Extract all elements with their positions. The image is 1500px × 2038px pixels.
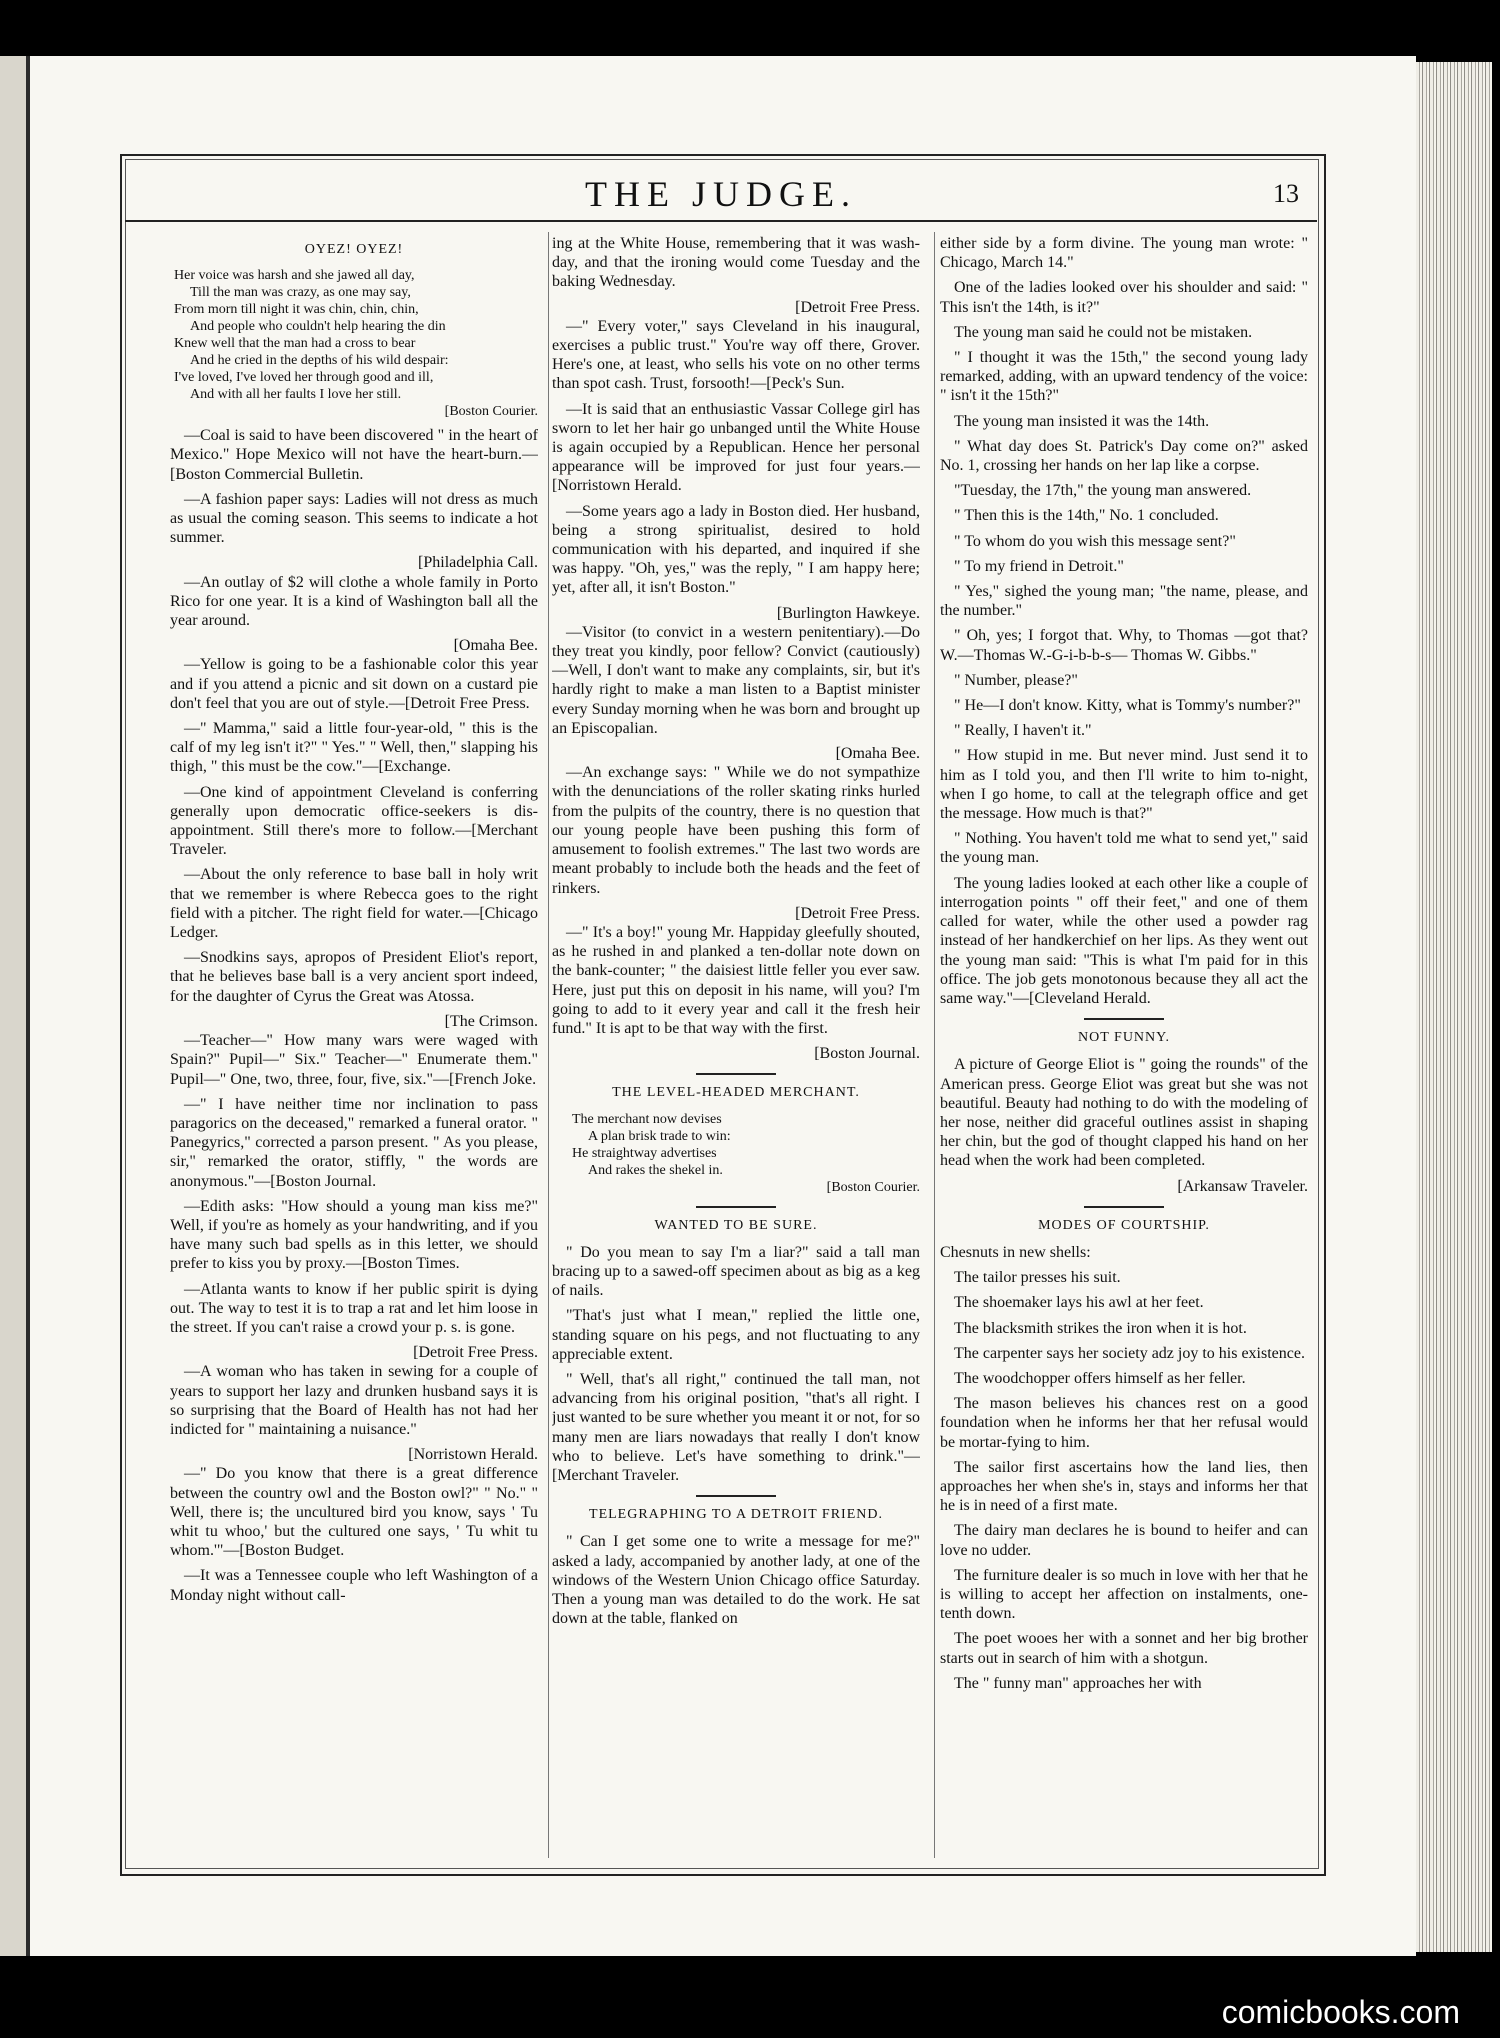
paragraph: —" Every voter," says Cleveland in his inaugural, exercises a public trust." You're way off there, Grover. Here's one, at least, who sells his vote on no other terms than spot cash. Trust, forsooth!—[Peck's Sun. <box>552 317 920 393</box>
paragraph: The young man said he could not be mistaken. <box>954 323 1253 341</box>
poem-line: And people who couldn't help hearing the din <box>190 319 446 335</box>
paragraph: "Tuesday, the 17th," the young man answered. <box>954 482 1252 500</box>
paragraph: " He—I don't know. Kitty, what is Tommy's number?" <box>954 697 1301 715</box>
paragraph: " Number, please?" <box>954 671 1078 689</box>
section-ornament <box>696 1495 776 1497</box>
paragraph: The blacksmith strikes the iron when it is hot. <box>954 1319 1247 1337</box>
column-2 <box>552 234 920 1854</box>
paragraph: —An exchange says: " While we do not sympathize with the denunciations of the roller skating rinks hurled from the pulpits of the country, there is no question that our young people have been pushing this form of amusement to foolish extremes." The last two words are meant probably to include both the heads and the feet of rinkers. <box>552 764 920 897</box>
article-heading: MODES OF COURTSHIP. <box>1038 1217 1210 1233</box>
paragraph: " Can I get some one to write a message for me?" asked a lady, accompanied by another lady, at one of the windows of the Western Union Chicago office Saturday. Then a young man was detailed to do the work. He sat down at the table, flanked on <box>552 1533 920 1628</box>
paragraph: " Do you mean to say I'm a liar?" said a tall man bracing up to a sawed-off specimen about as big as a keg of nails. <box>552 1243 920 1300</box>
paragraph: —An outlay of $2 will clothe a whole family in Porto Rico for one year. It is a kind of Washington ball all the year around. <box>170 573 538 630</box>
source-credit: [Philadelphia Call. <box>418 554 538 572</box>
paragraph: —About the only reference to base ball in holy writ that we remember is where Rebecca goes to the right field with a pitcher. The right field for water.—[Chicago Ledger. <box>170 866 538 942</box>
paragraph: —Some years ago a lady in Boston died. Her husband, being a strong spiritualist, desired to hold communication with his departed, and inquired if she was happy. "Oh, yes," was the reply, " I am happy here; yet, after all, it isn't Boston." <box>552 502 920 597</box>
site-watermark: comicbooks.com <box>1221 1994 1460 2030</box>
paragraph: Chesnuts in new shells: <box>940 1243 1091 1261</box>
paragraph: " Well, that's all right," continued the tall man, not advancing from his original position, "that's all right. I just wanted to be sure whether you meant it or not, for so many men are liars nowadays that really I don't know who to believe. Let's have something to drink."—[Merchant Traveler. <box>552 1370 920 1484</box>
paragraph: " How stupid in me. But never mind. Just send it to him as I told you, and then I'll write to him to-night, when I go home, to call at the telegraph office and get the message. How much is that?" <box>940 747 1308 823</box>
section-ornament <box>1084 1206 1164 1208</box>
paragraph: " What day does St. Patrick's Day come on?" asked No. 1, crossing her hands on her lap like a corpse. <box>940 437 1308 475</box>
paragraph: A picture of George Eliot is " going the rounds" of the American press. George Eliot was great but she was not beautiful. Beauty had nothing to do with the modeling of her nose, neither did graceful outlines assist in shaping her chin, but the god of thought clapped his hand on her head when the work had been completed. <box>940 1056 1308 1170</box>
paragraph: The woodchopper offers himself as her feller. <box>954 1369 1246 1387</box>
masthead <box>125 174 1317 214</box>
column-divider <box>548 232 549 1858</box>
section-ornament <box>1084 1018 1164 1020</box>
paragraph: " To whom do you wish this message sent?" <box>954 532 1236 550</box>
article-heading: NOT FUNNY. <box>1078 1030 1170 1046</box>
source-credit: [The Crimson. <box>444 1012 538 1030</box>
paragraph: —Snodkins says, apropos of President Eliot's report, that he believes base ball is a very ancient sport indeed, for the daughter of Cyrus the Great was Atossa. <box>170 949 538 1005</box>
paragraph: —Yellow is going to be a fashionable color this year and if you attend a picnic and sit down on a custard pie don't feel that you are out of style.—[Detroit Free Press. <box>170 656 538 712</box>
source-credit: [Detroit Free Press. <box>795 298 920 316</box>
source-credit: [Boston Courier. <box>826 1179 920 1195</box>
paragraph: —Atlanta wants to know if her public spirit is dying out. The way to test it is to trap a rat and let him loose in the street. If you can't raise a crowd your p. s. is gone. <box>170 1280 538 1336</box>
paragraph: —It was a Tennessee couple who left Washington of a Monday night without call- <box>170 1567 538 1604</box>
source-credit: [Omaha Bee. <box>835 745 920 763</box>
poem-line: The merchant now devises <box>572 1111 722 1127</box>
poem-line: From morn till night it was chin, chin, chin, <box>174 302 419 318</box>
header-rule <box>125 220 1317 222</box>
poem <box>170 267 538 420</box>
poem-line: A plan brisk trade to win: <box>588 1128 731 1144</box>
source-credit: [Norristown Herald. <box>408 1446 538 1464</box>
paragraph: " Oh, yes; I forgot that. Why, to Thomas —got that? W.—Thomas W.-G-i-b-b-s— Thomas W. Gibbs." <box>940 627 1308 664</box>
paragraph: The young ladies looked at each other like a couple of interrogation points " off their feet," and one of them called for water, while the other used a powder rag instead of her handkerchief on her lips. As they went out the young man said: "This is what I'm paid for in this office. The job gets monotonous because they all act the same way."—[Cleveland Herald. <box>940 874 1308 1007</box>
poem-line: Knew well that the man had a cross to bear <box>174 336 416 352</box>
paragraph: either side by a form divine. The young man wrote: " Chicago, March 14." <box>940 235 1308 272</box>
paragraph: —It is said that an enthusiastic Vassar College girl has sworn to let her hair go unbanged until the White House is again occupied by a Republican. Hence her personal appearance will be improved for just four years.—[Norristown Herald. <box>552 400 920 495</box>
paragraph: —One kind of appointment Cleveland is conferring generally upon democratic office-seekers is dis-appointment. Still there's more to follow.—[Merchant Traveler. <box>170 783 538 859</box>
source-credit: [Burlington Hawkeye. <box>776 604 920 622</box>
paragraph: —" I have neither time nor inclination to pass paragorics on the deceased," remarked a funeral orator. " Panegyrics," corrected a parson present. " As you please, sir," remarked the orator, stiffly, " the words are anonymous."—[Boston Journal. <box>170 1095 538 1190</box>
poem <box>552 1111 920 1196</box>
poem-line: I've loved, I've loved her through good and ill, <box>174 370 434 386</box>
book-spine <box>0 56 28 1956</box>
column-3 <box>940 234 1308 1854</box>
poem-line: And he cried in the depths of his wild despair: <box>190 353 449 369</box>
paragraph: The furniture dealer is so much in love with her that he is willing to accept her affection on instalments, one-tenth down. <box>940 1566 1308 1623</box>
column-divider <box>934 232 935 1858</box>
page-number: 13 <box>1273 179 1299 208</box>
paragraph: " Nothing. You haven't told me what to send yet," said the young man. <box>940 830 1308 867</box>
paragraph: The sailor first ascertains how the land lies, then approaches her when she's in, stays and informs her that he is in need of a first mate. <box>940 1458 1308 1515</box>
poem-line: Till the man was crazy, as one may say, <box>190 285 411 301</box>
paragraph: The mason believes his chances rest on a good foundation when he informs her that her refusal would be mortar-fying to him. <box>940 1395 1308 1451</box>
source-credit: [Detroit Free Press. <box>413 1344 538 1362</box>
paragraph: The dairy man declares he is bound to heifer and can love no udder. <box>940 1522 1308 1559</box>
source-credit: [Omaha Bee. <box>453 637 538 655</box>
article-heading: TELEGRAPHING TO A DETROIT FRIEND. <box>589 1507 883 1523</box>
source-credit: [Detroit Free Press. <box>795 904 920 922</box>
paragraph: " To my friend in Detroit." <box>954 557 1124 575</box>
article-heading: THE LEVEL-HEADED MERCHANT. <box>612 1085 860 1101</box>
paragraph: The tailor presses his suit. <box>954 1269 1121 1287</box>
column-1 <box>170 234 538 1854</box>
poem-line: Her voice was harsh and she jawed all day, <box>174 268 415 284</box>
paragraph: ing at the White House, remembering that it was wash-day, and that the ironing would come Tuesday and the baking Wednesday. <box>552 235 920 291</box>
paragraph: —A fashion paper says: Ladies will not dress as much as usual the coming season. This seems to indicate a hot summer. <box>170 490 538 547</box>
source-credit: [Boston Journal. <box>814 1045 920 1063</box>
paragraph: " Yes," sighed the young man; "the name, please, and the number." <box>940 583 1308 620</box>
paragraph: —Teacher—" How many wars were waged with Spain?" Pupil—" Six." Teacher—" Enumerate them." Pupil—" One, two, three, four, five, six."—[French Joke. <box>170 1032 538 1088</box>
paragraph: One of the ladies looked over his shoulder and said: " This isn't the 14th, is it?" <box>940 279 1308 316</box>
poem-line: And rakes the shekel in. <box>588 1162 723 1178</box>
section-ornament <box>696 1073 776 1075</box>
paragraph: The poet wooes her with a sonnet and her big brother starts out in search of him with a shotgun. <box>940 1630 1308 1667</box>
paragraph: —Coal is said to have been discovered " in the heart of Mexico." Hope Mexico will not have the heart-burn.—[Boston Commercial Bulletin. <box>170 427 538 483</box>
poem-line: He straightway advertises <box>572 1145 717 1161</box>
paragraph: The carpenter says her society adz joy to his existence. <box>954 1344 1305 1362</box>
poem-line: And with all her faults I love her still. <box>190 387 402 403</box>
paragraph: " Really, I haven't it." <box>954 722 1092 740</box>
paragraph: —A woman who has taken in sewing for a couple of years to support her lazy and drunken husband says it is so surprising that the Board of Health has not had her indicted for " maintaining a nuisance." <box>170 1363 538 1438</box>
paragraph: The " funny man" approaches her with <box>954 1674 1202 1692</box>
paragraph: The young man insisted it was the 14th. <box>954 412 1210 430</box>
newspaper-title: THE JUDGE. <box>585 174 857 214</box>
article-heading: WANTED TO BE SURE. <box>654 1217 818 1233</box>
paragraph: " I thought it was the 15th," the second young lady remarked, adding, with an upward tendency of the voice: " isn't it the 15th?" <box>940 349 1308 405</box>
source-credit: [Arkansaw Traveler. <box>1177 1177 1308 1195</box>
source-credit: [Boston Courier. <box>444 404 538 420</box>
paragraph: —Edith asks: "How should a young man kiss me?" Well, if you're as homely as your handwriting, and if you have many such bad spells as in this letter, we should prefer to kiss you by proxy.—[Boston Times. <box>170 1197 538 1273</box>
paragraph: " Then this is the 14th," No. 1 concluded. <box>954 507 1219 525</box>
page-edges <box>1416 62 1492 1952</box>
paragraph: —" Do you know that there is a great difference between the country owl and the Boston owl?" " No." " Well, there is; the uncultured bird you know, says ' Tu whit tu whoo,' but the cultured one says, ' Tu whit tu whom.'"—[Boston Budget. <box>170 1465 538 1560</box>
paragraph: —Visitor (to convict in a western penitentiary).—Do they treat you kindly, poor fellow? Convict (cautiously)—Well, I don't want to make any complaints, sir, but it's hardly right to make a man listen to a Baptist minister every Sunday morning when he was born and brought up an Episcopalian. <box>552 623 920 737</box>
section-ornament <box>696 1206 776 1208</box>
paragraph: —" Mamma," said a little four-year-old, " this is the calf of my leg isn't it?" " Yes." " Well, then," slapping his thigh, " this must be the cow."—[Exchange. <box>170 720 538 776</box>
paragraph: The shoemaker lays his awl at her feet. <box>954 1294 1204 1312</box>
paragraph: "That's just what I mean," replied the little one, standing square on his pegs, and not fluctuating to any appreciable extent. <box>552 1307 920 1363</box>
paragraph: —" It's a boy!" young Mr. Happiday gleefully shouted, as he rushed in and planked a ten-dollar note down on the bank-counter; " the daisiest little feller you ever saw. Here, just put this on deposit in his name, will you? I'm going to add to it every year and call it the fresh heir fund." It is apt to be that way with the first. <box>552 923 920 1037</box>
article-heading: OYEZ! OYEZ! <box>304 242 404 257</box>
